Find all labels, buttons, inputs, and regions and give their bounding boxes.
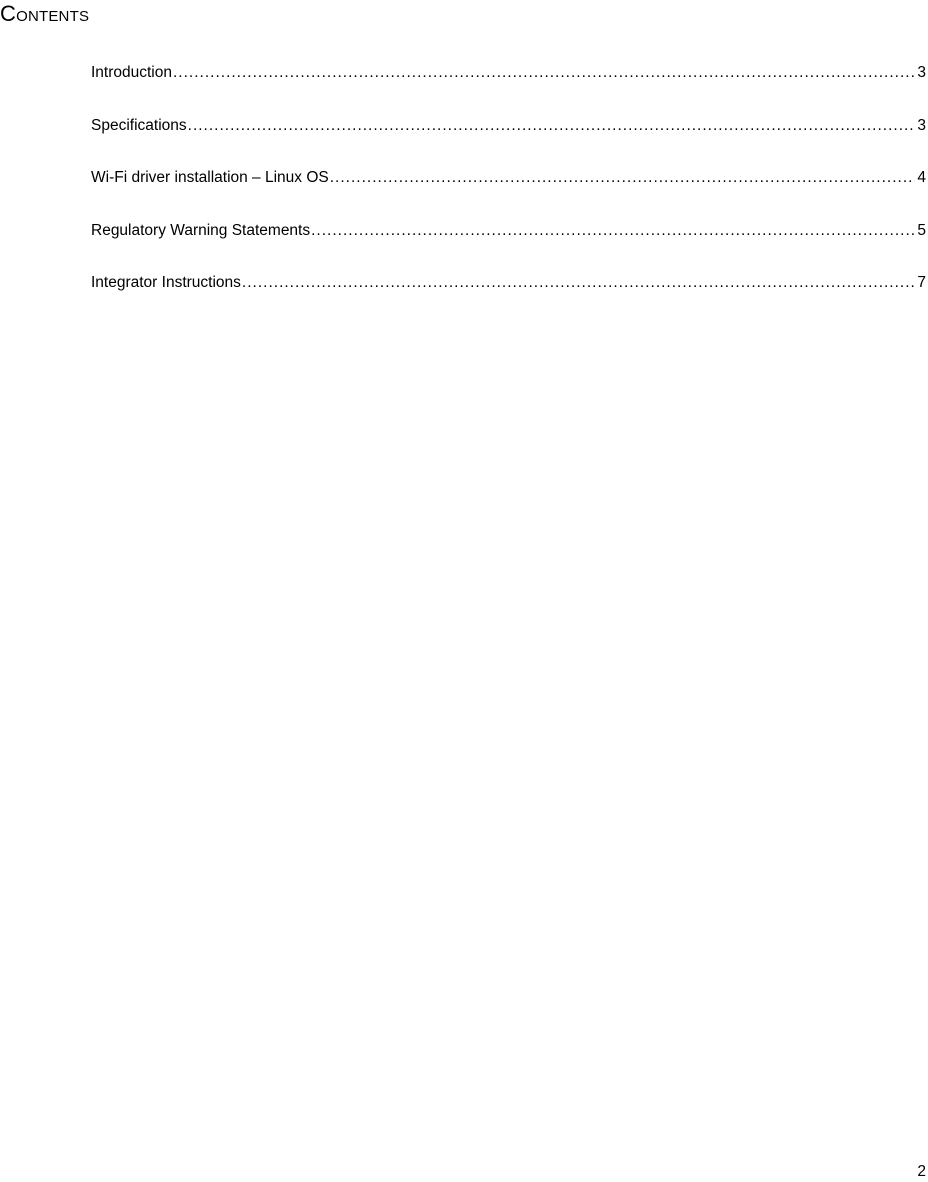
toc-entry-regulatory-warning-statements[interactable] (91, 220, 926, 242)
toc-entry-page: 7 (917, 274, 926, 291)
toc-entry-title: Integrator Instructions (91, 274, 241, 291)
toc-entry-page: 3 (917, 116, 926, 134)
toc-dot-leader (311, 220, 915, 242)
page-number: 2 (917, 1163, 926, 1180)
toc-entry-title: Introduction (91, 64, 172, 81)
contents-heading: Contents (0, 1, 90, 26)
toc-dot-leader (173, 62, 915, 84)
toc-entry-page: 4 (917, 169, 926, 186)
toc-entry-title: Regulatory Warning Statements (91, 221, 311, 239)
toc-entry-specifications[interactable] (91, 115, 926, 137)
toc-entry-page: 5 (917, 221, 926, 239)
toc-entry-title: Specifications (91, 116, 187, 134)
toc-entry-introduction[interactable] (91, 62, 926, 84)
toc-dot-leader (330, 167, 916, 189)
toc-entry-integrator-instructions[interactable] (91, 272, 926, 294)
toc-entry-wifi-driver-installation[interactable] (91, 167, 926, 189)
table-of-contents (91, 62, 926, 325)
toc-dot-leader (242, 272, 915, 294)
toc-dot-leader (188, 115, 916, 137)
toc-entry-page: 3 (917, 64, 926, 81)
toc-entry-title: Wi-Fi driver installation – Linux OS (91, 169, 329, 186)
